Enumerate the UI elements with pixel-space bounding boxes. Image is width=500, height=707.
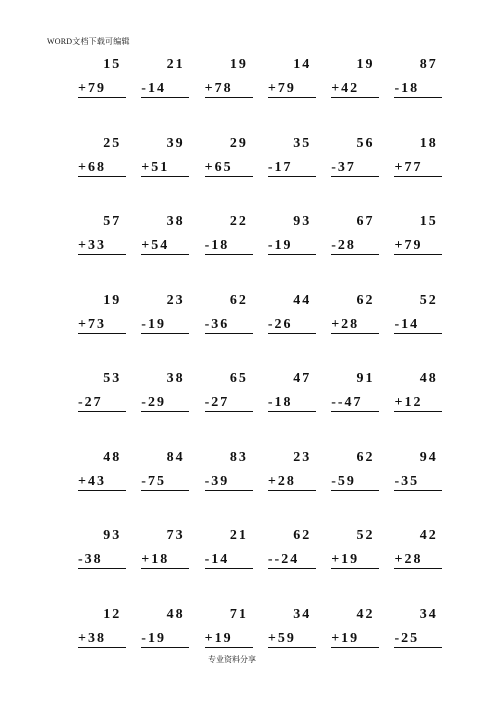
arithmetic-problem xyxy=(197,209,260,288)
operand-with-operator: -18 xyxy=(268,395,316,412)
top-number: 71 xyxy=(229,606,248,622)
arithmetic-problem xyxy=(133,131,196,210)
arithmetic-problem xyxy=(260,523,323,602)
top-number: 87 xyxy=(419,57,438,72)
top-number: 48 xyxy=(166,606,185,622)
operand-with-operator: +77 xyxy=(394,160,442,177)
operand-with-operator: +18 xyxy=(141,552,189,569)
top-number: 34 xyxy=(293,606,312,622)
top-number: 19 xyxy=(103,292,122,308)
arithmetic-problem xyxy=(323,209,386,288)
problem-row xyxy=(70,445,450,524)
arithmetic-problem xyxy=(70,523,133,602)
arithmetic-problem xyxy=(386,52,449,131)
arithmetic-problem xyxy=(133,366,196,445)
top-number: 42 xyxy=(419,528,438,543)
arithmetic-problem xyxy=(323,366,386,445)
top-number: 62 xyxy=(356,292,375,308)
operand-with-operator: +28 xyxy=(331,317,379,334)
top-number: 73 xyxy=(166,528,185,543)
top-number: 18 xyxy=(419,135,438,151)
page-footer: 专业资料分享 xyxy=(208,655,256,664)
arithmetic-problem xyxy=(260,131,323,210)
operand-with-operator: -26 xyxy=(268,317,316,334)
arithmetic-problem xyxy=(323,523,386,602)
problem-row xyxy=(70,602,450,681)
top-number: 67 xyxy=(356,214,375,229)
top-number: 62 xyxy=(229,292,248,308)
operand-with-operator: -75 xyxy=(141,474,189,491)
top-number: 35 xyxy=(293,135,312,151)
problem-row xyxy=(70,209,450,288)
operand-with-operator: -19 xyxy=(141,631,189,648)
arithmetic-problem xyxy=(197,366,260,445)
arithmetic-problem xyxy=(386,445,449,524)
top-number: 23 xyxy=(166,292,185,308)
operand-with-operator: -14 xyxy=(141,81,189,98)
operand-with-operator: -37 xyxy=(331,160,379,177)
top-number: 39 xyxy=(166,135,185,151)
operand-with-operator: -25 xyxy=(394,631,442,648)
arithmetic-problem xyxy=(323,445,386,524)
operand-with-operator: -28 xyxy=(331,238,379,255)
operand-with-operator: -18 xyxy=(394,81,442,98)
operand-with-operator: -14 xyxy=(394,317,442,334)
arithmetic-problem xyxy=(70,131,133,210)
top-number: 65 xyxy=(229,371,248,386)
top-number: 12 xyxy=(103,606,122,622)
top-number: 25 xyxy=(103,135,122,151)
arithmetic-problem xyxy=(133,602,196,681)
top-number: 94 xyxy=(419,449,438,465)
operand-with-operator: +42 xyxy=(331,81,379,98)
operand-with-operator: -59 xyxy=(331,474,379,491)
arithmetic-problem xyxy=(386,131,449,210)
operand-with-operator: -14 xyxy=(205,552,253,569)
arithmetic-problem xyxy=(323,131,386,210)
arithmetic-problem xyxy=(386,366,449,445)
arithmetic-problem xyxy=(197,52,260,131)
operand-with-operator: -19 xyxy=(141,317,189,334)
operand-with-operator: +51 xyxy=(141,160,189,177)
arithmetic-problem xyxy=(70,209,133,288)
operand-with-operator: --47 xyxy=(331,395,379,412)
top-number: 38 xyxy=(166,214,185,229)
operand-with-operator: +78 xyxy=(205,81,253,98)
operand-with-operator: +33 xyxy=(78,238,126,255)
operand-with-operator: +28 xyxy=(394,552,442,569)
operand-with-operator: -35 xyxy=(394,474,442,491)
arithmetic-problem xyxy=(260,602,323,681)
top-number: 15 xyxy=(103,57,122,72)
arithmetic-problem xyxy=(70,602,133,681)
arithmetic-problem xyxy=(70,52,133,131)
top-number: 38 xyxy=(166,371,185,386)
arithmetic-problem xyxy=(260,445,323,524)
operand-with-operator: +54 xyxy=(141,238,189,255)
top-number: 47 xyxy=(293,371,312,386)
operand-with-operator: +79 xyxy=(268,81,316,98)
operand-with-operator: -17 xyxy=(268,160,316,177)
operand-with-operator: -29 xyxy=(141,395,189,412)
arithmetic-problem xyxy=(197,445,260,524)
operand-with-operator: +19 xyxy=(331,631,379,648)
arithmetic-problem xyxy=(386,209,449,288)
top-number: 57 xyxy=(103,214,122,229)
operand-with-operator: -27 xyxy=(78,395,126,412)
arithmetic-problem xyxy=(386,523,449,602)
top-number: 15 xyxy=(419,214,438,229)
arithmetic-problem xyxy=(133,523,196,602)
arithmetic-problem xyxy=(70,445,133,524)
top-number: 22 xyxy=(229,214,248,229)
operand-with-operator: +43 xyxy=(78,474,126,491)
arithmetic-problem xyxy=(386,288,449,367)
top-number: 48 xyxy=(419,371,438,386)
operand-with-operator: -36 xyxy=(205,317,253,334)
problem-row xyxy=(70,288,450,367)
arithmetic-problem xyxy=(197,131,260,210)
top-number: 23 xyxy=(293,449,312,465)
arithmetic-problem xyxy=(70,366,133,445)
problem-row xyxy=(70,131,450,210)
top-number: 62 xyxy=(356,449,375,465)
top-number: 83 xyxy=(229,449,248,465)
top-number: 48 xyxy=(103,449,122,465)
arithmetic-problem xyxy=(197,602,260,681)
arithmetic-problem xyxy=(133,209,196,288)
top-number: 21 xyxy=(229,528,248,543)
arithmetic-problem xyxy=(70,288,133,367)
top-number: 56 xyxy=(356,135,375,151)
operand-with-operator: -39 xyxy=(205,474,253,491)
arithmetic-problem xyxy=(323,52,386,131)
operand-with-operator: +68 xyxy=(78,160,126,177)
arithmetic-problem xyxy=(260,209,323,288)
top-number: 34 xyxy=(419,606,438,622)
arithmetic-problem xyxy=(133,445,196,524)
operand-with-operator: +12 xyxy=(394,395,442,412)
page-header: WORD文档下载可编辑 xyxy=(47,37,130,46)
arithmetic-problem xyxy=(197,288,260,367)
top-number: 52 xyxy=(356,528,375,543)
problem-row xyxy=(70,523,450,602)
arithmetic-problem xyxy=(197,523,260,602)
top-number: 93 xyxy=(103,528,122,543)
problem-row xyxy=(70,52,450,131)
operand-with-operator: +19 xyxy=(331,552,379,569)
top-number: 53 xyxy=(103,371,122,386)
top-number: 44 xyxy=(293,292,312,308)
arithmetic-problem xyxy=(323,288,386,367)
top-number: 19 xyxy=(356,57,375,72)
arithmetic-problem xyxy=(260,366,323,445)
operand-with-operator: +79 xyxy=(78,81,126,98)
problem-row xyxy=(70,366,450,445)
top-number: 93 xyxy=(293,214,312,229)
arithmetic-problem xyxy=(260,288,323,367)
arithmetic-problem xyxy=(386,602,449,681)
operand-with-operator: -19 xyxy=(268,238,316,255)
operand-with-operator: +59 xyxy=(268,631,316,648)
operand-with-operator: +79 xyxy=(394,238,442,255)
operand-with-operator: +38 xyxy=(78,631,126,648)
operand-with-operator: --24 xyxy=(268,552,316,569)
operand-with-operator: -18 xyxy=(205,238,253,255)
top-number: 21 xyxy=(166,57,185,72)
arithmetic-problem xyxy=(133,52,196,131)
top-number: 42 xyxy=(356,606,375,622)
arithmetic-problem xyxy=(133,288,196,367)
top-number: 29 xyxy=(229,135,248,151)
top-number: 52 xyxy=(419,292,438,308)
arithmetic-problem xyxy=(323,602,386,681)
operand-with-operator: +19 xyxy=(205,631,253,648)
operand-with-operator: -38 xyxy=(78,552,126,569)
top-number: 84 xyxy=(166,449,185,465)
operand-with-operator: -27 xyxy=(205,395,253,412)
operand-with-operator: +65 xyxy=(205,160,253,177)
operand-with-operator: +28 xyxy=(268,474,316,491)
arithmetic-problem xyxy=(260,52,323,131)
top-number: 14 xyxy=(293,57,312,72)
problem-grid xyxy=(70,52,450,680)
top-number: 91 xyxy=(356,371,375,386)
top-number: 62 xyxy=(293,528,312,543)
operand-with-operator: +73 xyxy=(78,317,126,334)
top-number: 19 xyxy=(229,57,248,72)
